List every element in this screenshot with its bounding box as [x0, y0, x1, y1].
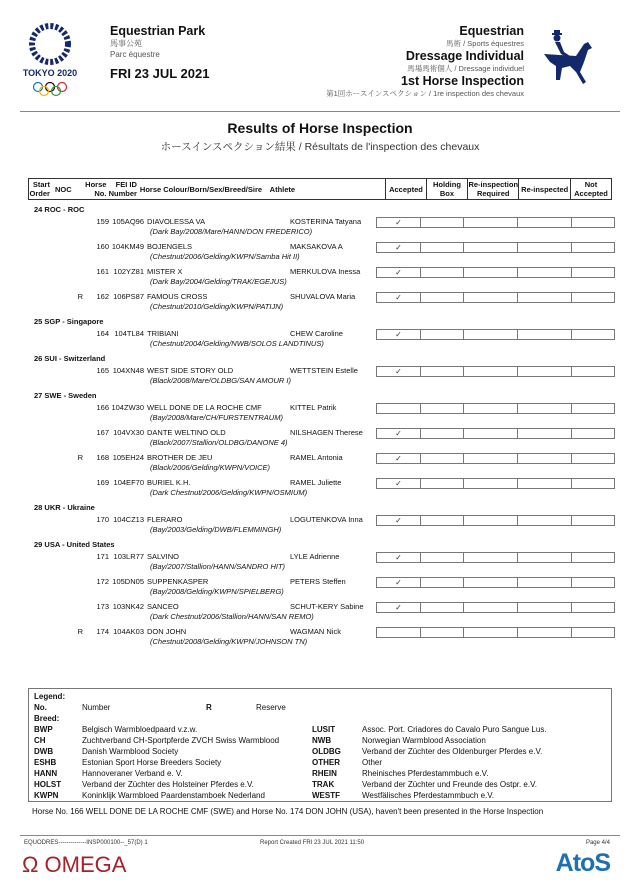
reserve-flag: [28, 366, 83, 376]
athlete-name: RAMEL Juliette: [290, 478, 342, 487]
horse-no: 159: [96, 217, 109, 226]
horse-no: 174: [96, 627, 109, 636]
horse-details: (Bay/2008/Gelding/KWPN/SPIELBERG): [150, 587, 284, 596]
legend-no-desc: Number: [82, 703, 111, 712]
accepted-box: ✓: [395, 330, 402, 339]
horse-name: DANTE WELTINO OLD: [147, 428, 226, 437]
reinspection-required-box: [463, 243, 517, 252]
not-accepted-box: [571, 628, 614, 637]
horse-details: (Chestnut/2006/Gelding/KWPN/Samba Hit II): [150, 252, 300, 261]
athlete-name: MERKULOVA Inessa: [290, 267, 361, 276]
results-table-header: [28, 178, 612, 200]
athlete-name: WAGMAN Nick: [290, 627, 341, 636]
horse-no: 170: [96, 515, 109, 524]
horse-name: BROTHER DE JEU: [147, 453, 213, 462]
holding-box: [420, 479, 463, 488]
col-accepted: Accepted: [385, 179, 426, 199]
legend-no-code: No.: [34, 703, 47, 712]
horse-name: FLERARO: [147, 515, 183, 524]
inspection-note: Horse No. 166 WELL DONE DE LA ROCHE CMF (SWE) and Horse No. 174 DON JOHN (USA), haven't been presented in the Horse Inspection: [32, 807, 544, 816]
col-reinspection-required: Re-inspection Required: [468, 180, 519, 198]
phase-sub: 第1回ホースインスペクション / 1re inspection des chevaux: [326, 89, 524, 98]
col-noc: NOC: [54, 184, 72, 194]
athlete-name: KITTEL Patrik: [290, 403, 337, 412]
reserve-flag: R: [77, 453, 83, 462]
horse-no: 165: [96, 366, 109, 375]
athlete-name: CHEW Caroline: [290, 329, 343, 338]
event-sub: 馬場馬術個人 / Dressage individuel: [407, 64, 524, 73]
horse-name: FAMOUS CROSS: [147, 292, 208, 301]
holding-box: [420, 516, 463, 525]
not-accepted-box: [571, 479, 614, 488]
fei-id: 105AQ96: [112, 217, 144, 226]
horse-details: (Chestnut/2010/Gelding/KWPN/PATIJN): [150, 302, 284, 311]
reinspected-box: [517, 218, 571, 227]
legend-box: [28, 688, 612, 802]
fei-id: 104VX30: [113, 428, 144, 437]
fei-id: 104TL84: [114, 329, 144, 338]
reinspected-box: [517, 330, 571, 339]
athlete-name: SHUVALOVA Maria: [290, 292, 356, 301]
horse-details: (Chestnut/2004/Gelding/NWB/SOLOS LANDTINUS): [150, 339, 324, 348]
breed-desc: Norwegian Warmblood Association: [362, 736, 486, 745]
not-accepted-box: [571, 243, 614, 252]
fei-id: 105DN05: [112, 577, 144, 586]
horse-no: 161: [96, 267, 109, 276]
noc-group-header: 26 SUI - Switzerland: [34, 354, 106, 363]
horse-details: (Black/2006/Gelding/KWPN/VOICE): [150, 463, 271, 472]
reserve-flag: [28, 552, 83, 562]
breed-code: LUSIT: [312, 725, 336, 734]
noc-group-header: 27 SWE - Sweden: [34, 391, 97, 400]
horse-no: 166: [96, 403, 109, 412]
not-accepted-box: [571, 454, 614, 463]
reserve-flag: R: [77, 292, 83, 301]
horse-no: 167: [96, 428, 109, 437]
reinspected-box: [517, 268, 571, 277]
noc-group-header: 28 UKR - Ukraine: [34, 503, 95, 512]
noc-group-header: 24 ROC - ROC: [34, 205, 85, 214]
footer-divider: [20, 835, 620, 836]
horse-name: BURIEL K.H.: [147, 478, 191, 487]
table-row: [28, 427, 612, 452]
breed-code: OTHER: [312, 758, 340, 767]
table-row: [28, 477, 612, 502]
not-accepted-box: [571, 367, 614, 376]
not-accepted-box: [571, 268, 614, 277]
reinspection-required-box: [463, 479, 517, 488]
table-row: [28, 601, 612, 626]
col-athlete: Athlete: [269, 184, 296, 194]
page-number: Page 4/4: [585, 840, 610, 846]
horse-name: SALVINO: [147, 552, 179, 561]
athlete-name: KOSTERINA Tatyana: [290, 217, 362, 226]
noc-group-header: 29 USA - United States: [34, 540, 115, 549]
horse-name: TRIBIANI: [147, 329, 179, 338]
table-row: [28, 241, 612, 266]
holding-box: [420, 578, 463, 587]
reinspected-box: [517, 628, 571, 637]
reinspection-required-box: [463, 578, 517, 587]
table-row: [28, 402, 612, 427]
reinspected-box: [517, 429, 571, 438]
reinspected-box: [517, 367, 571, 376]
athlete-name: LOGUTENKOVA Inna: [290, 515, 363, 524]
report-created: Report Created FRI 23 JUL 2021 11:50: [260, 840, 365, 846]
holding-box: [420, 218, 463, 227]
legend-breed-row: [34, 746, 606, 757]
fei-id: 104AK03: [113, 627, 144, 636]
status-boxes: [376, 453, 615, 464]
reinspected-box: [517, 578, 571, 587]
athlete-name: WETTSTEIN Estelle: [290, 366, 358, 375]
accepted-box: [377, 404, 420, 413]
col-reinspected: Re-inspected: [518, 179, 570, 199]
holding-box: [420, 293, 463, 302]
fei-id: 104KM49: [111, 242, 144, 251]
fei-id: 104EF70: [113, 478, 144, 487]
breed-code: CH: [34, 736, 46, 745]
reinspection-required-box: [463, 429, 517, 438]
breed-desc: Verband der Züchter und Freunde des Ostpr. e.V.: [362, 780, 537, 789]
accepted-box: ✓: [395, 429, 402, 438]
not-accepted-box: [571, 293, 614, 302]
reserve-flag: R: [77, 627, 83, 636]
legend-title: Legend:: [34, 692, 66, 701]
tokyo-2020-logo: [22, 20, 78, 100]
status-boxes: [376, 267, 615, 278]
horse-no: 160: [96, 242, 109, 251]
breed-desc: Estonian Sport Horse Breeders Society: [82, 758, 222, 767]
fei-id: 103LR77: [113, 552, 144, 561]
col-horse-no: Horse No.: [85, 180, 107, 198]
sport-name: Equestrian: [459, 24, 524, 38]
dressage-pictogram-icon: [540, 30, 598, 88]
table-row: [28, 576, 612, 601]
breed-code: WESTF: [312, 791, 340, 800]
horse-no: 162: [96, 292, 109, 301]
reinspection-required-box: [463, 603, 517, 612]
reserve-flag: [28, 217, 83, 227]
horse-details: (Black/2007/Stallion/OLDBG/DANONE 4): [150, 438, 288, 447]
fei-id: 104XN48: [112, 366, 144, 375]
athlete-name: NILSHAGEN Therese: [290, 428, 363, 437]
atos-logo: AtoS: [555, 849, 610, 877]
athlete-name: LYLE Adrienne: [290, 552, 340, 561]
col-start-order: Start Order: [29, 180, 50, 198]
horse-details: (Bay/2008/Mare/CH/FURSTENTRAUM): [150, 413, 283, 422]
breed-desc: Assoc. Port. Criadores do Cavalo Puro Sangue Lus.: [362, 725, 547, 734]
not-accepted-box: [571, 404, 614, 413]
breed-code: RHEIN: [312, 769, 337, 778]
reinspection-required-box: [463, 454, 517, 463]
reinspected-box: [517, 404, 571, 413]
venue-name-fr: Parc équestre: [110, 50, 160, 59]
horse-no: 164: [96, 329, 109, 338]
status-boxes: [376, 552, 615, 563]
accepted-box: ✓: [395, 243, 402, 252]
not-accepted-box: [571, 578, 614, 587]
accepted-box: [377, 628, 420, 637]
not-accepted-box: [571, 516, 614, 525]
not-accepted-box: [571, 553, 614, 562]
status-boxes: [376, 366, 615, 377]
breed-desc: Hannoveraner Verband e. V.: [82, 769, 183, 778]
fei-id: 106PS87: [113, 292, 144, 301]
legend-breed-row: [34, 779, 606, 790]
omega-logo: Ω OMEGA: [22, 852, 127, 877]
status-boxes: [376, 478, 615, 489]
noc-group-header: 25 SGP - Singapore: [34, 317, 104, 326]
athlete-name: RAMEL Antonia: [290, 453, 343, 462]
col-fei-id: FEI ID Number: [108, 180, 137, 198]
accepted-box: ✓: [395, 367, 402, 376]
status-boxes: [376, 577, 615, 588]
horse-no: 168: [96, 453, 109, 462]
accepted-box: ✓: [395, 553, 402, 562]
breed-code: KWPN: [34, 791, 59, 800]
horse-details: (Dark Bay/2008/Mare/HANN/DON FREDERICO): [150, 227, 313, 236]
accepted-box: ✓: [395, 578, 402, 587]
horse-details: (Dark Chestnut/2006/Gelding/KWPN/OSMIUM): [150, 488, 308, 497]
breed-code: BWP: [34, 725, 53, 734]
breed-code: HOLST: [34, 780, 62, 789]
horse-details: (Dark Chestnut/2006/Stallion/HANN/SAN REMO): [150, 612, 314, 621]
venue-name-jp: 馬事公苑: [110, 39, 142, 48]
col-holding-box: Holding Box: [426, 179, 467, 199]
reinspected-box: [517, 516, 571, 525]
table-row: [28, 216, 612, 241]
athlete-name: SCHUT-KERY Sabine: [290, 602, 364, 611]
holding-box: [420, 553, 463, 562]
breed-desc: Koninklijk Warmbloed Paardenstamboek Nederland: [82, 791, 265, 800]
header-divider: [20, 111, 620, 112]
reinspected-box: [517, 553, 571, 562]
page-title: Results of Horse Inspection: [227, 120, 413, 136]
col-horse: Horse Colour/Born/Sex/Breed/Sire: [139, 184, 263, 194]
venue-name: Equestrian Park: [110, 24, 206, 38]
breed-code: TRAK: [312, 780, 335, 789]
status-boxes: [376, 292, 615, 303]
reserve-flag: [28, 602, 83, 612]
holding-box: [420, 429, 463, 438]
reinspected-box: [517, 293, 571, 302]
status-boxes: [376, 602, 615, 613]
holding-box: [420, 243, 463, 252]
reserve-flag: [28, 242, 83, 252]
horse-name: MISTER X: [147, 267, 183, 276]
reserve-flag: [28, 478, 83, 488]
venue-block: [110, 24, 209, 81]
legend-breed-row: [34, 724, 606, 735]
accepted-box: ✓: [395, 479, 402, 488]
reinspected-box: [517, 454, 571, 463]
legend-breed-row: [34, 735, 606, 746]
horse-no: 172: [96, 577, 109, 586]
breed-desc: Belgisch Warmbloedpaard v.z.w.: [82, 725, 198, 734]
horse-details: (Chestnut/2008/Gelding/KWPN/JOHNSON TN): [150, 637, 308, 646]
accepted-box: ✓: [395, 516, 402, 525]
table-row: [28, 266, 612, 291]
accepted-box: ✓: [395, 603, 402, 612]
fei-id: 102YZ81: [113, 267, 144, 276]
horse-name: DIAVOLESSA VA: [147, 217, 206, 226]
breed-desc: Verband der Züchter des Holsteiner Pferdes e.V.: [82, 780, 254, 789]
breed-desc: Other: [362, 758, 383, 767]
reinspection-required-box: [463, 404, 517, 413]
table-row: [28, 328, 612, 353]
reserve-flag: [28, 515, 83, 525]
fei-id: 105EH24: [112, 453, 144, 462]
reinspection-required-box: [463, 268, 517, 277]
table-row: [28, 291, 612, 316]
table-row: [28, 626, 612, 651]
holding-box: [420, 603, 463, 612]
reinspection-required-box: [463, 293, 517, 302]
legend-r-code: R: [206, 703, 212, 712]
horse-details: (Bay/2003/Gelding/DWB/FLEMMINGH): [150, 525, 282, 534]
holding-box: [420, 367, 463, 376]
event-name: Dressage Individual: [405, 49, 524, 63]
horse-no: 169: [96, 478, 109, 487]
results-table-body: [28, 204, 612, 651]
status-boxes: [376, 403, 615, 414]
legend-breed-row: [34, 790, 606, 801]
holding-box: [420, 268, 463, 277]
breed-desc: Verband der Züchter des Oldenburger Pferdes e.V.: [362, 747, 543, 756]
reserve-flag: [28, 403, 83, 413]
table-row: [28, 551, 612, 576]
holding-box: [420, 404, 463, 413]
page-subtitle: ホースインスペクション結果 / Résultats de l'inspection des chevaux: [160, 141, 480, 153]
table-row: [28, 365, 612, 390]
holding-box: [420, 454, 463, 463]
table-row: [28, 452, 612, 477]
col-not-accepted: Not Accepted: [570, 179, 611, 199]
reinspection-required-box: [463, 628, 517, 637]
not-accepted-box: [571, 330, 614, 339]
not-accepted-box: [571, 218, 614, 227]
accepted-box: ✓: [395, 293, 402, 302]
horse-details: (Black/2008/Mare/OLDBG/SAN AMOUR I): [150, 376, 292, 385]
fei-id: 103NK42: [112, 602, 144, 611]
not-accepted-box: [571, 429, 614, 438]
reinspection-required-box: [463, 553, 517, 562]
breed-desc: Danish Warmblood Society: [82, 747, 179, 756]
table-row: [28, 514, 612, 539]
not-accepted-box: [571, 603, 614, 612]
reinspection-required-box: [463, 218, 517, 227]
horse-name: DON JOHN: [147, 627, 187, 636]
holding-box: [420, 628, 463, 637]
legend-breed-row: [34, 757, 606, 768]
horse-details: (Bay/2007/Stallion/HANN/SANDRO HIT): [150, 562, 286, 571]
document-code: EQUODRES--------------INSP000100--_57(D) 1: [24, 840, 148, 846]
status-boxes: [376, 428, 615, 439]
horse-details: (Dark Bay/2004/Gelding/TRAK/EGEJUS): [150, 277, 287, 286]
phase-name: 1st Horse Inspection: [401, 74, 524, 88]
breed-desc: Westfälisches Pferdestammbuch e.V.: [362, 791, 495, 800]
breed-desc: Zuchtverband CH-Sportpferde ZVCH Swiss Warmblood: [82, 736, 280, 745]
status-boxes: [376, 242, 615, 253]
fei-id: 104CZ13: [113, 515, 144, 524]
accepted-box: ✓: [395, 218, 402, 227]
event-date: FRI 23 JUL 2021: [110, 66, 210, 81]
horse-no: 171: [96, 552, 109, 561]
status-boxes: [376, 515, 615, 526]
breed-code: NWB: [312, 736, 332, 745]
horse-name: WELL DONE DE LA ROCHE CMF: [147, 403, 262, 412]
legend-r-desc: Reserve: [256, 703, 286, 712]
fei-id: 104ZW30: [111, 403, 144, 412]
reinspection-required-box: [463, 330, 517, 339]
reinspection-required-box: [463, 516, 517, 525]
accepted-box: ✓: [395, 268, 402, 277]
status-boxes: [376, 627, 615, 638]
event-block: [326, 24, 524, 99]
reinspected-box: [517, 243, 571, 252]
athlete-name: MAKSAKOVA A: [290, 242, 343, 251]
reserve-flag: [28, 577, 83, 587]
horse-name: SANCEO: [147, 602, 179, 611]
status-boxes: [376, 329, 615, 340]
horse-name: SUPPENKASPER: [147, 577, 209, 586]
holding-box: [420, 330, 463, 339]
reserve-flag: [28, 329, 83, 339]
breed-code: HANN: [34, 769, 58, 778]
breed-desc: Rheinisches Pferdestammbuch e.V.: [362, 769, 489, 778]
accepted-box: ✓: [395, 454, 402, 463]
games-label: TOKYO 2020: [22, 68, 78, 78]
athlete-name: PETERS Steffen: [290, 577, 346, 586]
reserve-flag: [28, 428, 83, 438]
breed-code: ESHB: [34, 758, 57, 767]
horse-name: BOJENGELS: [147, 242, 193, 251]
sport-sub: 馬術 / Sports équestres: [446, 39, 524, 48]
status-boxes: [376, 217, 615, 228]
legend-breed-title: Breed:: [34, 714, 60, 723]
legend-breed-row: [34, 768, 606, 779]
horse-no: 173: [96, 602, 109, 611]
breed-code: DWB: [34, 747, 54, 756]
horse-name: WEST SIDE STORY OLD: [147, 366, 234, 375]
reinspected-box: [517, 479, 571, 488]
reinspection-required-box: [463, 367, 517, 376]
breed-code: OLDBG: [312, 747, 341, 756]
reserve-flag: [28, 267, 83, 277]
reinspected-box: [517, 603, 571, 612]
